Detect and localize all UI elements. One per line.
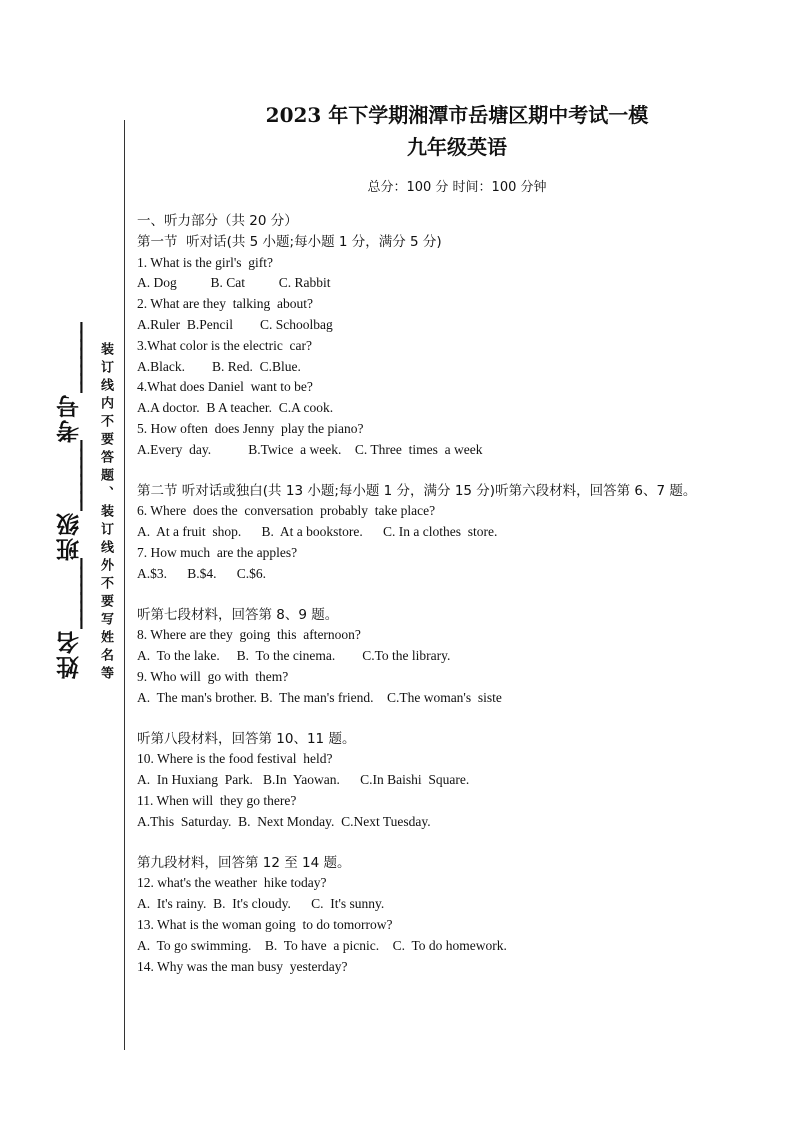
material-heading: 第九段材料，回答第 12 至 14 题。 — [137, 854, 351, 871]
question-11: 11. When will they go there? — [137, 792, 297, 808]
class-label: 班级 — [57, 511, 83, 561]
options-10: A. In Huxiang Park. B.In Yaowan. C.In Baishi Square. — [137, 772, 470, 788]
binding-labels: 姓名________班级________考号________ — [57, 325, 83, 679]
exam-meta: 总分：100 分 时间：100 分钟 — [367, 180, 547, 195]
question-1: 1. What is the girl's gift? — [137, 254, 274, 270]
exam-subtitle: 九年级英语 — [407, 135, 507, 159]
options-2: A.Ruler B.Pencil C. Schoolbag — [137, 316, 333, 332]
options-5: A.Every day. B.Twice a week. C. Three times a week — [137, 441, 483, 457]
question-2: 2. What are they talking about? — [137, 296, 313, 312]
exam-title: 2023 年下学期湘潭市岳塘区期中考试一模 — [265, 103, 649, 127]
question-13: 13. What is the woman going to do tomorrow? — [137, 916, 393, 932]
question-7: 7. How much are the apples? — [137, 544, 298, 560]
question-12: 12. what's the weather hike today? — [137, 875, 327, 891]
question-5: 5. How often does Jenny play the piano? — [137, 420, 364, 436]
question-14: 14. Why was the man busy yesterday? — [137, 958, 348, 974]
material-heading: 听第八段材料，回答第 10、11 题。 — [137, 730, 356, 747]
question-4: 4.What does Daniel want to be? — [137, 379, 313, 395]
question-9: 9. Who will go with them? — [137, 668, 289, 684]
options-7: A.$3. B.$4. C.$6. — [137, 565, 267, 581]
options-4: A.A doctor. B A teacher. C.A cook. — [137, 400, 334, 416]
options-1: A. Dog B. Cat C. Rabbit — [137, 275, 331, 291]
question-8: 8. Where are they going this afternoon? — [137, 627, 361, 643]
question-3: 3.What color is the electric car? — [137, 337, 313, 353]
binding-line — [124, 120, 125, 1050]
question-10: 10. Where is the food festival held? — [137, 751, 333, 767]
options-3: A.Black. B. Red. C.Blue. — [137, 358, 301, 374]
options-13: A. To go swimming. B. To have a picnic. C. To do homework. — [137, 937, 507, 953]
options-9: A. The man's brother. B. The man's friend. C.The woman's siste — [137, 689, 502, 705]
material-heading: 听第七段材料，回答第 8、9 题。 — [137, 606, 339, 623]
section-heading: 第一节 听对话(共 5 小题;每小题 1 分，满分 5 分) — [137, 233, 442, 250]
options-12: A. It's rainy. B. It's cloudy. C. It's sunny. — [137, 896, 385, 912]
question-6: 6. Where does the conversation probably take place? — [137, 503, 436, 519]
options-8: A. To the lake. B. To the cinema. C.To the library. — [137, 648, 451, 664]
id-label: 考号 — [57, 393, 83, 443]
part-heading: 一、听力部分（共 20 分） — [137, 213, 298, 229]
name-label: 姓名 — [57, 629, 83, 679]
options-11: A.This Saturday. B. Next Monday. C.Next Tuesday. — [137, 813, 431, 829]
section-heading: 第二节 听对话或独白(共 13 小题;每小题 1 分，满分 15 分)听第六段材料，回答第 6、7 题。 — [137, 482, 697, 499]
options-6: A. At a fruit shop. B. At a bookstore. C. In a clothes store. — [137, 524, 498, 540]
exam-content — [137, 100, 697, 977]
binding-warning: 装订线内不要答题、装订线外不要写姓名等 — [98, 342, 113, 684]
